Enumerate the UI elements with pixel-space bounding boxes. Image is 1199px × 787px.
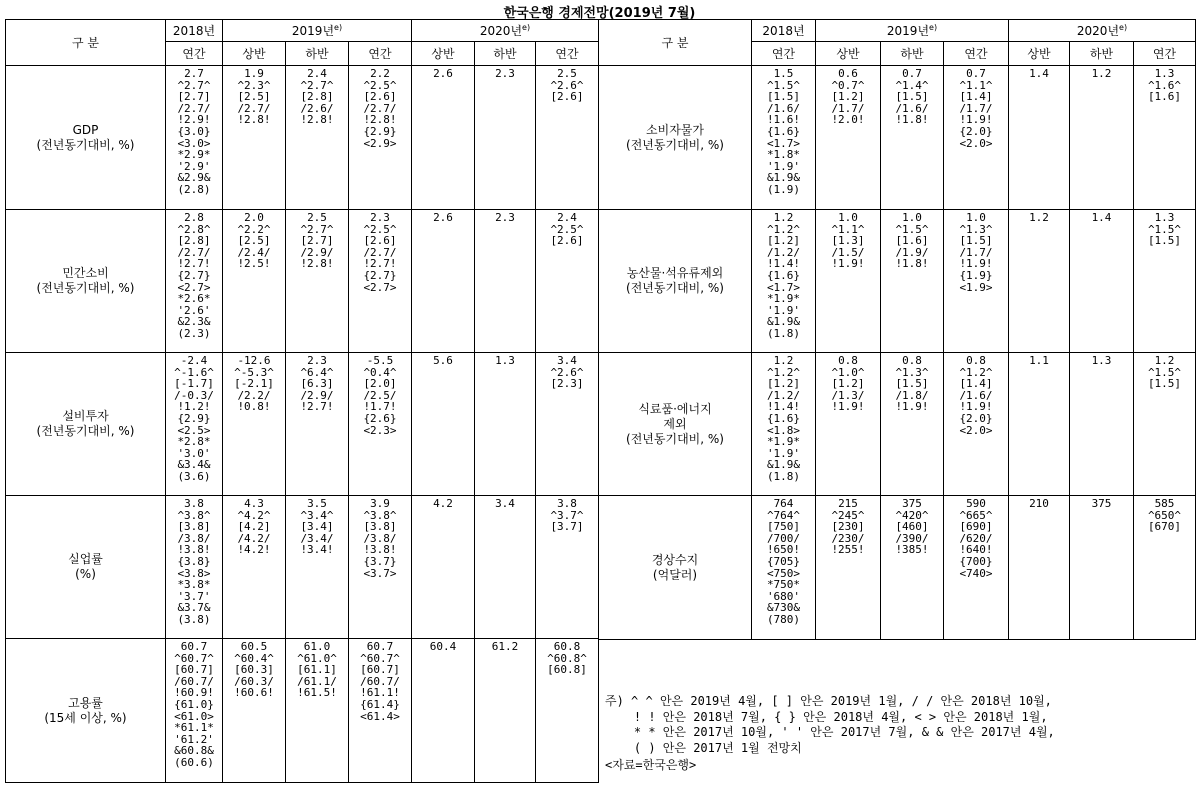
cell-y2019-y [944,66,1009,210]
row-label: 실업률 (%) [6,496,166,639]
cell-value: 1.0 ^1.1^ [1.3] /1.5/ !1.9! [831,211,865,271]
table-row [6,639,599,783]
cell-y2020-h2 [1070,210,1134,353]
cell-value: 2.4 ^2.5^ [2.6] [550,211,584,248]
cell-value: 2.3 ^6.4^ [6.3] /2.9/ !2.7! [300,354,334,414]
cell-y2019-y [349,210,412,353]
cell-value: 0.6 ^0.7^ [1.2] /1.7/ !2.0! [831,67,865,127]
header-2018: 2018년 [166,20,223,42]
cell-value: 60.7 ^60.7^ [60.7] /60.7/ !60.9! {61.0} <61.0> *61.1* '61.2' &60.8& (60.6) [174,640,214,769]
row-label: 고용률 (15세 이상, %) [6,639,166,783]
footnote-line: 주) ^ ^ 안은 2019년 4월, [ ] 안은 2019년 1월, / / 안은 2018년 10월, [605,694,1052,708]
cell-value: 585 ^650^ [670] [1147,497,1182,534]
cell-value: -2.4 ^-1.6^ [-1.7] /-0.3/ !1.2! {2.9} <2.5> *2.8* '3.0' &3.4& (3.6) [174,354,214,483]
header-2019-annual: 연간 [944,42,1009,66]
cell-value: 4.3 ^4.2^ [4.2] /4.2/ !4.2! [237,497,271,557]
cell-y2020-h1 [412,66,475,210]
cell-y2019-h1 [223,66,286,210]
cell-y2020-h2 [475,353,536,496]
cell-y2018 [166,496,223,639]
cell-value: 1.2 [1029,211,1049,224]
header-2019-h1: 상반 [223,42,286,66]
cell-value: 2.3 ^2.5^ [2.6] /2.7/ !2.7! {2.7} <2.7> [363,211,397,294]
cell-y2019-y [944,496,1009,640]
cell-value: 3.4 [495,497,515,510]
header-2020-annual: 연간 [536,42,599,66]
cell-y2020-y [536,66,599,210]
cell-y2020-h2 [475,66,536,210]
cell-value: 5.6 [433,354,453,367]
cell-y2020-h2 [475,210,536,353]
cell-y2020-y [1134,210,1196,353]
cell-value: 1.2 [1091,67,1112,80]
cell-y2019-h1 [816,496,881,640]
cell-value: -5.5 ^0.4^ [2.0] /2.5/ !1.7! {2.6} <2.3> [363,354,397,437]
cell-value: 0.8 ^1.0^ [1.2] /1.3/ !1.9! [831,354,865,414]
header-2020-annual: 연간 [1134,42,1196,66]
cell-y2019-y [349,66,412,210]
cell-value: 210 [1029,497,1049,510]
cell-value: 0.7 ^1.4^ [1.5] /1.6/ !1.8! [895,67,929,127]
table-row [6,353,599,496]
table-row [6,66,599,210]
cell-value: 2.6 [433,67,453,80]
cell-value: 1.4 [1091,211,1112,224]
cell-value: 3.5 ^3.4^ [3.4] /3.4/ !3.4! [300,497,334,557]
cell-value: 2.5 ^2.7^ [2.7] /2.9/ !2.8! [300,211,334,271]
cell-y2020-y [536,639,599,783]
header-category: 구 분 [599,20,752,66]
header-2020-h2: 하반 [1070,42,1134,66]
cell-y2019-h1 [223,496,286,639]
footnote-line: ( ) 안은 2017년 1월 전망치 [605,740,802,755]
cell-value: 2.4 ^2.7^ [2.8] /2.6/ !2.8! [300,67,334,127]
row-label: 경상수지 (억달러) [599,496,752,640]
table-row [599,496,1196,640]
cell-y2019-h2 [286,496,349,639]
cell-y2018 [752,66,816,210]
row-label: 식료품·에너지 제외 (전년동기대비, %) [599,353,752,496]
table-row [6,210,599,353]
header-2019: 2019년$^{e)}$ [223,20,412,42]
cell-y2018 [166,210,223,353]
cell-value: 375 ^420^ [460] /390/ !385! [895,497,929,557]
cell-y2020-y [1134,496,1196,640]
footnote [605,694,1197,756]
header-category: 구 분 [6,20,166,66]
cell-y2019-y [349,639,412,783]
cell-value: 1.4 [1029,67,1049,80]
cell-y2020-h2 [1070,66,1134,210]
source-note: <자료=한국은행> [605,758,697,772]
header-2019-h2: 하반 [881,42,944,66]
header-2018: 2018년 [752,20,816,42]
cell-y2020-h1 [1009,496,1070,640]
cell-value: 1.9 ^2.3^ [2.5] /2.7/ !2.8! [237,67,271,127]
cell-value: 0.7 ^1.1^ [1.4] /1.7/ !1.9! {2.0} <2.0> [959,67,993,150]
table-row [6,496,599,639]
cell-y2019-h1 [223,353,286,496]
cell-value: -12.6 ^-5.3^ [-2.1] /2.2/ !0.8! [234,354,274,414]
cell-value: 2.3 [495,67,515,80]
cell-value: 2.5 ^2.6^ [2.6] [550,67,584,104]
cell-y2019-h1 [816,353,881,496]
cell-y2020-y [1134,353,1196,496]
header-2020-h2: 하반 [475,42,536,66]
cell-y2019-h2 [881,210,944,353]
cell-y2019-y [349,353,412,496]
cell-value: 1.3 ^1.6^ [1.6] [1147,67,1182,104]
footnote-line: * * 안은 2017년 10월, ' ' 안은 2017년 7월, & & 안은 2017년 4월, [605,725,1055,739]
cell-y2019-h2 [881,496,944,640]
row-label: 소비자물가 (전년동기대비, %) [599,66,752,210]
cell-value: 2.2 ^2.5^ [2.6] /2.7/ !2.8! {2.9} <2.9> [363,67,397,150]
cell-y2020-h1 [1009,66,1070,210]
cell-value: 1.3 [495,354,515,367]
header-2019-h1: 상반 [816,42,881,66]
cell-value: 60.8 ^60.8^ [60.8] [547,640,587,677]
cell-value: 215 ^245^ [230] /230/ !255! [831,497,865,557]
cell-y2018 [752,353,816,496]
cell-value: 2.3 [495,211,515,224]
footnote-line: ! ! 안은 2018년 7월, { } 안은 2018년 4월, < > 안은 2018년 1월, [605,709,1048,724]
cell-y2019-y [349,496,412,639]
header-2018-annual: 연간 [752,42,816,66]
forecast-table-right [598,19,1196,640]
page-title: 한국은행 경제전망(2019년 7월) [503,6,696,21]
header-2020-h1: 상반 [1009,42,1070,66]
cell-y2019-h2 [286,353,349,496]
cell-value: 1.2 ^1.2^ [1.2] /1.2/ !1.4! {1.6} <1.8> *1.9* '1.9' &1.9& (1.8) [766,354,801,483]
header-2020: 2020년$^{e)}$ [1009,20,1196,42]
cell-y2019-h1 [816,210,881,353]
cell-y2019-h2 [881,353,944,496]
cell-value: 3.8 ^3.8^ [3.8] /3.8/ !3.8! {3.8} <3.8> *3.8* '3.7' &3.7& (3.8) [177,497,211,626]
cell-y2019-h1 [816,66,881,210]
cell-value: 2.0 ^2.2^ [2.5] /2.4/ !2.5! [237,211,271,271]
cell-y2020-h1 [1009,353,1070,496]
cell-value: 590 ^665^ [690] /620/ !640! {700} <740> [959,497,993,580]
cell-value: 0.8 ^1.2^ [1.4] /1.6/ !1.9! {2.0} <2.0> [959,354,993,437]
cell-value: 2.7 ^2.7^ [2.7] /2.7/ !2.9! {3.0} <3.0> *2.9* '2.9' &2.9& (2.8) [177,67,211,196]
cell-y2018 [166,353,223,496]
cell-y2020-h1 [412,353,475,496]
cell-y2020-h1 [412,210,475,353]
cell-y2019-y [944,210,1009,353]
cell-y2018 [752,210,816,353]
cell-value: 60.4 [429,640,457,653]
cell-value: 1.0 ^1.3^ [1.5] /1.7/ !1.9! {1.9} <1.9> [959,211,993,294]
cell-y2020-h1 [412,496,475,639]
cell-y2020-h2 [475,639,536,783]
cell-y2020-h2 [1070,353,1134,496]
cell-value: 60.7 ^60.7^ [60.7] /60.7/ !61.1! {61.4} <61.4> [360,640,400,723]
row-label: 설비투자 (전년동기대비, %) [6,353,166,496]
cell-y2020-h2 [475,496,536,639]
forecast-table-left [5,19,599,783]
cell-value: 2.8 ^2.8^ [2.8] /2.7/ !2.7! {2.7} <2.7> *2.6* '2.6' &2.3& (2.3) [177,211,211,340]
table-row [599,353,1196,496]
cell-y2019-h2 [286,66,349,210]
cell-y2020-y [536,210,599,353]
table-row [599,210,1196,353]
cell-y2018 [752,496,816,640]
cell-value: 1.3 [1091,354,1112,367]
cell-y2019-h1 [223,639,286,783]
header-2019-h2: 하반 [286,42,349,66]
cell-value: 1.0 ^1.5^ [1.6] /1.9/ !1.8! [895,211,929,271]
header-2018-annual: 연간 [166,42,223,66]
cell-value: 0.8 ^1.3^ [1.5] /1.8/ !1.9! [895,354,929,414]
cell-y2019-h2 [881,66,944,210]
table-row [599,66,1196,210]
cell-value: 2.6 [433,211,453,224]
cell-value: 4.2 [433,497,453,510]
cell-y2019-h2 [286,210,349,353]
cell-y2018 [166,66,223,210]
row-label: GDP (전년동기대비, %) [6,66,166,210]
cell-value: 375 [1091,497,1112,510]
cell-value: 1.2 ^1.5^ [1.5] [1147,354,1182,391]
cell-y2020-h1 [412,639,475,783]
cell-y2020-h2 [1070,496,1134,640]
cell-value: 764 ^764^ [750] /700/ !650! {705} <750> *750* '680' &730& (780) [766,497,801,626]
cell-y2020-y [536,353,599,496]
cell-y2020-h1 [1009,210,1070,353]
cell-value: 61.0 ^61.0^ [61.1] /61.1/ !61.5! [297,640,337,700]
cell-value: 3.4 ^2.6^ [2.3] [550,354,584,391]
cell-value: 1.1 [1029,354,1049,367]
row-label: 농산물·석유류제외 (전년동기대비, %) [599,210,752,353]
header-2019: 2019년$^{e)}$ [816,20,1009,42]
cell-value: 60.5 ^60.4^ [60.3] /60.3/ !60.6! [234,640,274,700]
cell-value: 1.2 ^1.2^ [1.2] /1.2/ !1.4! {1.6} <1.7> *1.9* '1.9' &1.9& (1.8) [766,211,801,340]
cell-y2020-y [536,496,599,639]
cell-value: 1.5 ^1.5^ [1.5] /1.6/ !1.6! {1.6} <1.7> *1.8* '1.9' &1.9& (1.9) [766,67,801,196]
header-2020-h1: 상반 [412,42,475,66]
cell-y2020-y [1134,66,1196,210]
cell-value: 61.2 [491,640,519,653]
cell-y2019-h2 [286,639,349,783]
row-label: 민간소비 (전년동기대비, %) [6,210,166,353]
header-2019-annual: 연간 [349,42,412,66]
cell-y2019-h1 [223,210,286,353]
header-2020: 2020년$^{e)}$ [412,20,599,42]
cell-value: 1.3 ^1.5^ [1.5] [1147,211,1182,248]
cell-y2018 [166,639,223,783]
cell-y2019-y [944,353,1009,496]
cell-value: 3.8 ^3.7^ [3.7] [550,497,584,534]
cell-value: 3.9 ^3.8^ [3.8] /3.8/ !3.8! {3.7} <3.7> [363,497,397,580]
